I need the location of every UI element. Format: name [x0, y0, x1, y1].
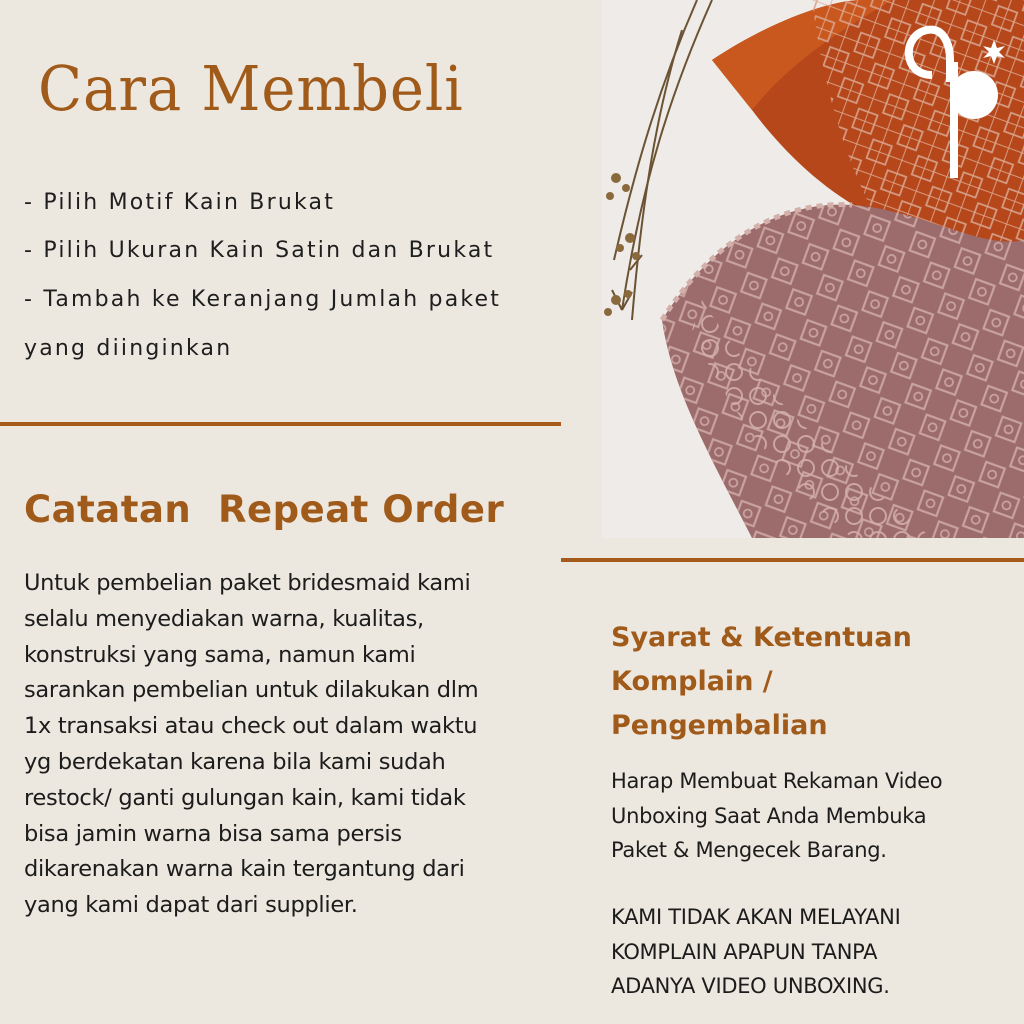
divider-right [561, 558, 1024, 562]
terms-line: Harap Membuat Rekaman Video [611, 769, 943, 793]
body-line: yg berdekatan karena bila kami sudah [24, 748, 446, 775]
terms-body [611, 764, 1011, 868]
body-line: sarankan pembelian untuk dilakukan dlm [24, 677, 479, 704]
body-line: selalu menyediakan warna, kualitas, [24, 605, 424, 632]
warning-line: KAMI TIDAK AKAN MELAYANI [611, 905, 901, 929]
terms-title [611, 616, 1011, 748]
warning-line: KOMPLAIN APAPUN TANPA [611, 939, 878, 964]
repeat-order-title: Catatan Repeat Order [24, 488, 505, 531]
step-2: - Pilih Ukuran Kain Satin dan Brukat [24, 238, 495, 263]
repeat-order-body [24, 566, 554, 924]
body-line: bisa jamin warna bisa sama persis [24, 820, 402, 847]
body-line: restock/ ganti gulungan kain, kami tidak [24, 784, 466, 811]
terms-title-line: Pengembalian [611, 710, 828, 741]
body-line: konstruksi yang sama, namun kami [24, 641, 416, 668]
terms-title-line: Komplain / [611, 666, 773, 697]
divider-left [0, 422, 561, 426]
body-line: 1x transaksi atau check out dalam waktu [24, 713, 478, 740]
product-photo [602, 0, 1024, 538]
step-3-continued: yang diinginkan [24, 336, 233, 361]
terms-line: Paket & Mengecek Barang. [611, 838, 887, 862]
step-1: - Pilih Motif Kain Brukat [24, 190, 336, 215]
body-line: Untuk pembelian paket bridesmaid kami [24, 570, 471, 596]
terms-line: Unboxing Saat Anda Membuka [611, 803, 927, 828]
page-title: Cara Membeli [38, 52, 464, 125]
step-3: - Tambah ke Keranjang Jumlah paket [24, 287, 502, 312]
terms-warning [611, 900, 1011, 1004]
terms-title-line: Syarat & Ketentuan [611, 622, 912, 653]
body-line: dikarenakan warna kain tergantung dari [24, 856, 465, 883]
body-line: yang kami dapat dari supplier. [24, 892, 358, 919]
warning-line: ADANYA VIDEO UNBOXING. [611, 974, 890, 998]
